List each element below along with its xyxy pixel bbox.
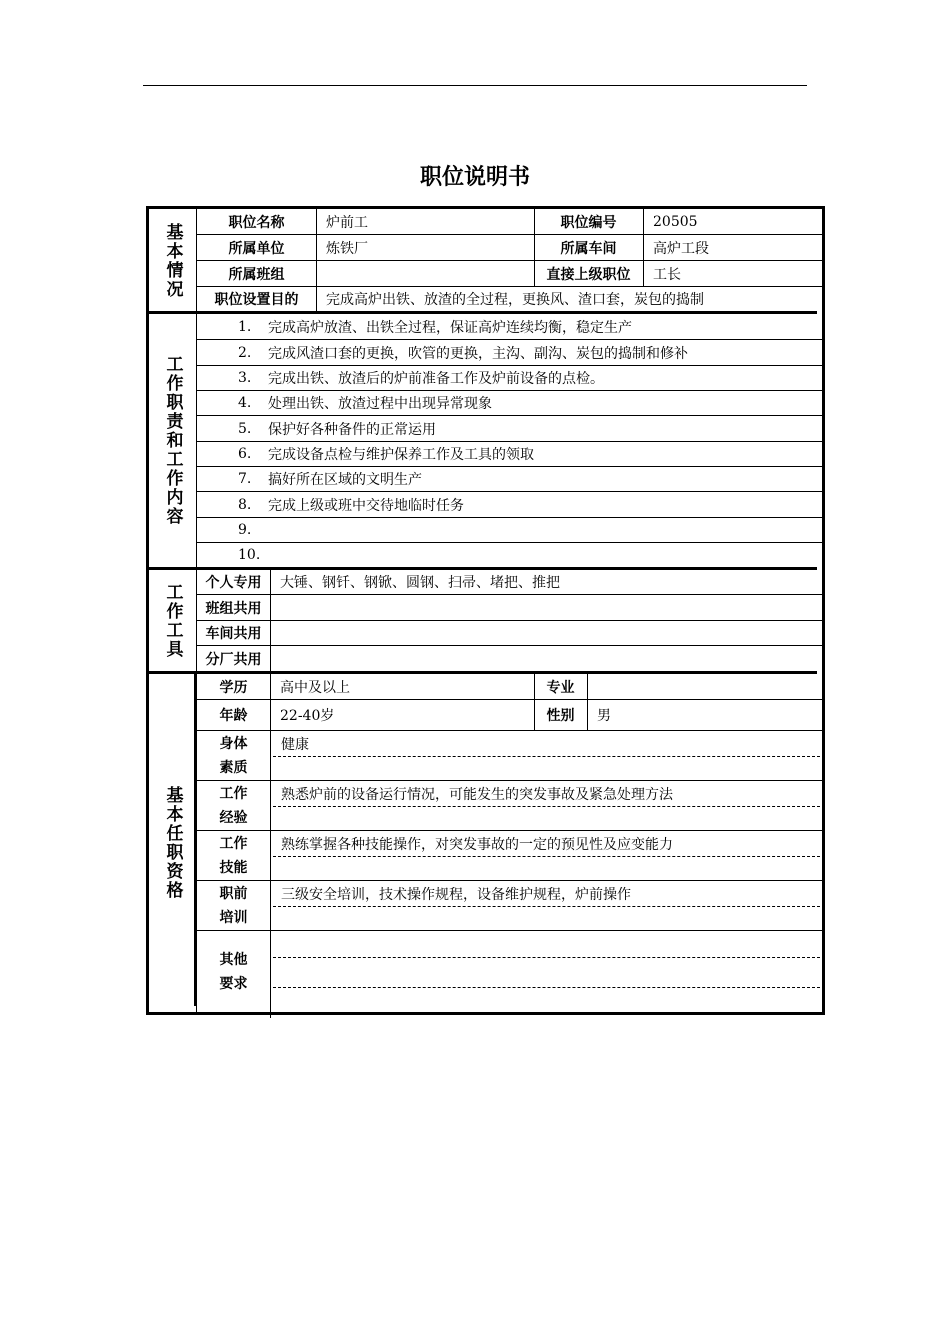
- team-label: 所属班组: [228, 266, 285, 283]
- duty-number: 8.: [238, 496, 252, 513]
- dashed-line: [273, 906, 820, 907]
- training-value: 三级安全培训，技术操作规程，设备维护规程，炉前操作: [281, 887, 631, 903]
- dashed-line: [273, 987, 820, 988]
- experience-label-line1: 工作: [219, 785, 248, 802]
- duty-number: 2.: [238, 344, 252, 361]
- training-label-line1: 职前: [219, 885, 248, 902]
- duty-text: 处理出铁、放渣过程中出现异常现象: [268, 396, 492, 412]
- row-line: [197, 780, 822, 781]
- duty-item: [238, 442, 534, 466]
- document-title: 职位说明书: [419, 165, 530, 190]
- physical-label: [197, 731, 270, 780]
- purpose-label: 职位设置目的: [214, 292, 299, 308]
- duty-number: 4.: [238, 395, 252, 411]
- section-label-duties-text: 工作职责和工作内容: [162, 355, 183, 526]
- training-label-line2: 培训: [219, 909, 248, 926]
- tool-value-team: [270, 595, 822, 620]
- duty-number: 10.: [238, 547, 261, 563]
- physical-label-line1: 身体: [219, 735, 248, 752]
- header-rule: [143, 85, 807, 86]
- purpose-value: 完成高炉出铁、放渣的全过程，更换风、渣口套，炭包的捣制: [326, 292, 704, 308]
- superior-value: 工长: [653, 266, 681, 283]
- duty-number: 9.: [238, 522, 252, 538]
- age-value: 22-40岁: [280, 708, 335, 724]
- major-label: 专业: [546, 679, 575, 696]
- physical-value: 健康: [281, 737, 309, 753]
- superior-label: 直接上级职位: [546, 266, 631, 283]
- tool-label-branch: 分厂共用: [205, 651, 262, 668]
- position-name-label: 职位名称: [228, 214, 285, 231]
- tool-value-workshop: [270, 621, 822, 645]
- other-label-line1: 其他: [219, 951, 248, 968]
- unit-label: 所属单位: [228, 240, 285, 257]
- duty-text: 保护好各种备件的正常运用: [268, 421, 436, 438]
- dashed-line: [273, 806, 820, 807]
- tool-value-branch: [270, 646, 822, 671]
- row-line: [196, 542, 822, 543]
- duty-item: [238, 518, 268, 542]
- duty-item: [238, 366, 604, 390]
- row-line: [197, 830, 822, 831]
- unit-value: 炼铁厂: [326, 240, 368, 257]
- skills-label-line1: 工作: [219, 835, 248, 852]
- duty-text: 完成上级或班中交待地临时任务: [268, 497, 464, 514]
- duty-number: 6.: [238, 446, 252, 462]
- section-label-qualifications: [149, 674, 196, 1012]
- duty-text: 完成高炉放渣、出铁全过程，保证高炉连续均衡，稳定生产: [268, 319, 632, 336]
- experience-value: 熟悉炉前的设备运行情况，可能发生的突发事故及紧急处理方法: [281, 787, 673, 803]
- skills-label-line2: 技能: [219, 859, 248, 876]
- row-line: [196, 517, 822, 518]
- dashed-line: [273, 856, 820, 857]
- gender-label: 性别: [546, 708, 575, 724]
- education-value: 高中及以上: [280, 679, 350, 696]
- row-line: [197, 730, 822, 731]
- experience-label: [197, 781, 270, 830]
- gender-value: 男: [597, 708, 611, 724]
- duty-item: [238, 340, 688, 365]
- training-label: [197, 881, 270, 930]
- duty-item: [238, 543, 268, 567]
- section-label-duties: [149, 314, 196, 567]
- duty-number: 7.: [238, 471, 252, 487]
- workshop-value: 高炉工段: [653, 240, 709, 257]
- major-value: [587, 674, 822, 699]
- skills-value: 熟练掌握各种技能操作，对突发事故的一定的预见性及应变能力: [281, 837, 673, 853]
- duty-text: 完成风渣口套的更换，吹管的更换，主沟、副沟、炭包的捣制和修补: [268, 345, 688, 362]
- other-label: [197, 931, 270, 1012]
- duty-text: 完成设备点检与维护保养工作及工具的领取: [268, 447, 534, 463]
- duty-number: 1.: [238, 318, 252, 335]
- team-value: [316, 261, 534, 286]
- age-label: 年龄: [219, 708, 248, 724]
- row-line: [197, 930, 822, 931]
- duty-item: [238, 416, 436, 441]
- position-code-label: 职位编号: [560, 214, 617, 231]
- tool-label-personal: 个人专用: [205, 575, 262, 591]
- education-label: 学历: [219, 679, 248, 696]
- row-line: [197, 880, 822, 881]
- duty-number: 5.: [238, 420, 252, 437]
- section-label-basic: [149, 209, 196, 312]
- duty-text: 搞好所在区域的文明生产: [268, 472, 422, 488]
- section-label-tools: [149, 570, 196, 672]
- tool-label-team: 班组共用: [205, 600, 262, 617]
- duty-item: [238, 314, 632, 339]
- tool-value-personal: 大锤、钢钎、钢锨、圆钢、扫帚、堵把、推把: [280, 575, 560, 591]
- bottom-stub: [149, 1012, 271, 1015]
- position-name-value: 炉前工: [326, 214, 368, 231]
- duty-number: 3.: [238, 370, 252, 386]
- skills-label: [197, 831, 270, 880]
- dashed-line: [273, 957, 820, 958]
- experience-label-line2: 经验: [219, 809, 248, 826]
- dashed-line: [273, 756, 820, 757]
- section-label-tools-text: 工作工具: [162, 583, 183, 659]
- position-code-value: 20505: [653, 213, 698, 230]
- other-label-line2: 要求: [219, 975, 248, 992]
- duty-item: [238, 467, 422, 491]
- duty-item: [238, 492, 464, 517]
- tool-label-workshop: 车间共用: [205, 626, 262, 642]
- duty-item: [238, 391, 492, 415]
- section-label-qualifications-text: 基本任职资格: [162, 786, 183, 900]
- section-label-basic-text: 基本情况: [162, 222, 183, 299]
- duty-text: 完成出铁、放渣后的炉前准备工作及炉前设备的点检。: [268, 371, 604, 387]
- workshop-label: 所属车间: [560, 240, 617, 257]
- physical-label-line2: 素质: [219, 759, 248, 776]
